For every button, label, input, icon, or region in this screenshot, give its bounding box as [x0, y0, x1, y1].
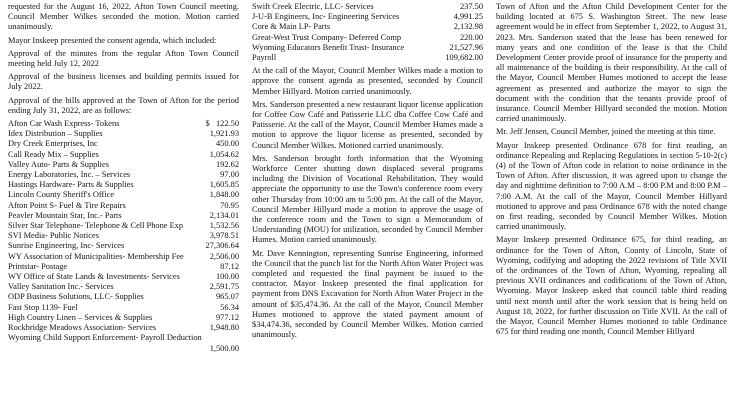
- bill-name: Lincoln County Sheriff's Office: [8, 190, 115, 200]
- column-2: [252, 2, 483, 400]
- bill-amount: 220.00: [459, 32, 483, 42]
- bill-amount: 1,948.80: [209, 323, 239, 333]
- bill-row: [8, 139, 239, 149]
- bill-amount: 70.95: [220, 200, 239, 210]
- bill-amount: 965.07: [215, 292, 239, 302]
- consent-agenda-section: [8, 2, 239, 116]
- bill-row: [8, 313, 239, 323]
- bill-name: WY Office of State Lands & Investments- Services: [8, 272, 180, 282]
- bill-row: [8, 160, 239, 170]
- paragraph: Approval of the bills approved at the Town of Afton for the period ending July 31, 2022, are as follows:: [8, 95, 239, 115]
- bill-row: [8, 241, 239, 251]
- bill-amount: 1,500.00: [209, 343, 239, 353]
- bill-amount: 977.12: [215, 312, 239, 322]
- paragraph: Mr. Jeff Jensen, Council Member, joined the meeting at this time.: [496, 127, 716, 137]
- bill-name: Wyoming Educators Benefit Trust- Insurance: [252, 42, 405, 52]
- bill-row: [252, 43, 483, 53]
- bill-row: [252, 33, 483, 43]
- bill-amount: 87.12: [220, 261, 239, 271]
- bill-amount: 4,991.25: [453, 12, 483, 22]
- bill-row: [252, 12, 483, 22]
- bill-amount: 2,134.01: [209, 210, 239, 220]
- bill-amount: 21,527.96: [449, 42, 483, 52]
- bill-row: [8, 303, 239, 313]
- ordinances-section: [496, 2, 727, 338]
- bill-row: [8, 119, 239, 129]
- paragraph: Mrs. Sanderson brought forth information that the Wyoming Workforce Center shutting down displaced several programs including the Division of Vocational Rehabilitation. They would appreciate the opportunity to use the Town's conference room every other Thursday from 10:00 am to 5:00 pm. At the call of the Mayor, Council Member Hillyard made a motion to approve the usage of the conference room and the Town to sign a Memorandum of Understanding (MOU) for utilization, seconded by Council Member Humes. Motion carried unanimously.: [252, 153, 483, 245]
- bill-name: SVI Media- Public Notices: [8, 231, 99, 241]
- bill-name: Silver Star Telephone- Telephone & Cell Phone Exp: [8, 221, 184, 231]
- bill-amount: 1,848.00: [209, 190, 239, 200]
- bill-name: Dry Creek Enterprises, Inc: [8, 139, 98, 149]
- bill-row: [8, 150, 239, 160]
- bill-row: [252, 2, 483, 12]
- bill-amount: 27,306.64: [205, 241, 239, 251]
- bill-row: [8, 221, 239, 231]
- column-3: [496, 2, 727, 400]
- bill-name: Great-West Trust Company- Deferred Comp: [252, 32, 402, 42]
- bill-row: [252, 53, 483, 63]
- bill-amount: 2,132.98: [453, 22, 483, 32]
- bill-name: Energy Laboratories, Inc. – Services: [8, 170, 131, 180]
- bill-name: Call Ready Mix – Supplies: [8, 149, 99, 159]
- bill-amount: 109,682.00: [445, 53, 483, 63]
- bill-amount: 1,532.56: [209, 221, 239, 231]
- bill-amount: 56.34: [220, 302, 239, 312]
- bill-name: Swift Creek Electric, LLC- Services: [252, 2, 374, 11]
- bill-row: [8, 323, 239, 333]
- paragraph: requested for the August 16, 2022, Afton Town Council meeting. Council Member Wilkes seconded the motion. Motion carried unanimously.: [8, 2, 239, 32]
- bill-amount: 3,978.51: [209, 231, 239, 241]
- bill-row: [8, 252, 239, 262]
- bill-row: [8, 129, 239, 139]
- bill-row: [8, 282, 239, 292]
- bill-row: [8, 231, 239, 241]
- bill-row: [8, 170, 239, 180]
- paragraph: Approval of the business licenses and building permits issued for July 2022.: [8, 72, 239, 92]
- bill-name: Hastings Hardware- Parts & Supplies: [8, 180, 134, 190]
- bill-row: [8, 211, 239, 221]
- paragraph: Approval of the minutes from the regular Afton Town Council meeting held July 12, 2022: [8, 48, 239, 69]
- bill-amount: 2,591.75: [209, 282, 239, 292]
- bill-name: Payroll: [252, 53, 277, 63]
- bill-name: High Country Linen – Services & Supplies: [8, 312, 153, 322]
- bill-name: Sunrise Engineering, Inc- Services: [8, 241, 125, 251]
- bill-name: Fast Stop 1139- Fuel: [8, 302, 78, 312]
- paragraph: Mayor Inskeep presented Ordinance 678 for first reading, an ordinance Repealing and Replacing Regulations in section 5-10-2(c)(4) of the Town of Afton code in relation to noise ordinance in the Town of Afton. After discussion, it was agreed upon to change the day and nighttime definition to 7:00 A.M – 8:00 P.M and 8:00 P.M – 7:00 A.M. At the call of the Mayor, Council Member Hillyard motioned to approve and pass Ordinance 678 with the noted change on first reading, seconded by Council Member Wilkes. Motion carried unanimously.: [496, 140, 727, 232]
- bill-row: [252, 22, 483, 32]
- motions-section: [252, 66, 483, 340]
- bill-amount: 2,506.00: [209, 251, 239, 261]
- bill-amount: 237.50: [459, 2, 483, 11]
- bill-row: [8, 201, 239, 211]
- bill-row: [8, 292, 239, 302]
- bill-name: Peavler Mountain Star, Inc.- Parts: [8, 210, 122, 220]
- bill-amount: 1,054.62: [209, 149, 239, 159]
- bill-amount: 97.00: [220, 170, 239, 180]
- bill-name: Rockbridge Meadows Association- Services: [8, 323, 157, 333]
- bill-row: [8, 333, 239, 353]
- bill-amount: 1,921.93: [209, 129, 239, 139]
- bill-amount: 192.62: [215, 159, 239, 169]
- bill-row: [8, 262, 239, 272]
- bill-name: Afton Point S- Fuel & Tire Repairs: [8, 200, 126, 210]
- bill-name: Core & Main LP- Parts: [252, 22, 331, 32]
- bill-row: [8, 272, 239, 282]
- bill-amount: 1,605.85: [209, 180, 239, 190]
- bill-amount: 100.00: [215, 272, 239, 282]
- bill-name: Idex Distribution – Supplies: [8, 129, 103, 139]
- bill-name: Afton Car Wash Express- Tokens: [8, 119, 120, 129]
- paragraph: Mayor Inskeep presented Ordinance 675, for third reading, an ordinance for the Town of Afton, County of Lincoln, State of Wyoming, codifying and adopting the 2022 revisions of Title XVII of the ordinances of the Town of Afton, Wyoming, repealing all previous XVII ordinances and codifications of the Town of Afton, Wyoming. Mayor Inskeep asked that council table third reading until next month until after the work session that is being held on August 18, 2022, for further discussion on Title XVII. At the call of the Mayor, Council Member Humes motioned to table Ordinance 675 for third reading one month, Council Member Hillyard: [496, 235, 727, 337]
- bill-amount: 450.00: [215, 139, 239, 149]
- paragraph: Mayor Inskeep presented the consent agenda, which included:: [8, 35, 217, 45]
- bill-name: Wyoming Child Support Enforcement- Payroll Deduction: [8, 333, 202, 343]
- bill-name: Valley Sanitation Inc.- Services: [8, 282, 114, 292]
- bill-name: J-U-B Engineers, Inc- Engineering Services: [252, 12, 400, 22]
- paragraph: Mr. Dave Kennington, representing Sunrise Engineering, informed the Council that the punch list for the North Afton Water Project was completed and requested the final payment be issued to the contractor. Mayor Inskeep presented the final application for payment from DNS Excavation for North Afton Water Project in the amount of $35,474.36. At the call of the Mayor, Council Member Humes motioned to approve the stated payment amount of $34,474.36, seconded by Council Member Wilkes. Motion carried unanimously.: [252, 248, 483, 340]
- bill-name: ODP Business Solutions, LLC- Supplies: [8, 292, 144, 302]
- bill-row: [8, 190, 239, 200]
- bill-name: WY Association of Municipalities- Membership Fee: [8, 251, 184, 261]
- bill-amount: $ 122.50: [205, 119, 239, 129]
- bill-row: [8, 180, 239, 190]
- bill-name: Printstar- Postage: [8, 261, 68, 271]
- paragraph: Mrs. Sanderson presented a new restaurant liquor license application for Coffee Cow Café and Patisserie LLC dba Coffee Cow Café and Patisserie. At the call of the Mayor, Council Member Humes made a motion to approve the liquor license as presented, seconded by Council Member Wilkes. Motioned carried unanimously.: [252, 99, 483, 150]
- bill-list-1: [8, 119, 239, 354]
- paragraph: Town of Afton and the Afton Child Development Center for the building located at 675 S. Washington Street. The new lease agreement would be in effect from September 1, 2022, to August 31, 2023. Mrs. Sanderson stated that the lease has been renewed for many years and one condition of the lease is that the Child Development Center provide proof of insurance for the property and all maintenance of the building is their responsibility. At the call of the Mayor, Council Member Humes motioned to accept the lease agreement as presented and authorize the mayor to sign the document with the condition that the tenants provide proof of insurance. Council Member Hillyard seconded the motion. Motion carried unanimously.: [496, 2, 727, 124]
- column-1: [8, 2, 239, 400]
- bill-name: Valley Auto- Parts & Supplies: [8, 159, 109, 169]
- paragraph: At the call of the Mayor, Council Member Wilkes made a motion to approve the consent agenda as presented, seconded by Council Member Hillyard. Motion carried unanimously.: [252, 66, 483, 96]
- bill-list-2: [252, 2, 483, 63]
